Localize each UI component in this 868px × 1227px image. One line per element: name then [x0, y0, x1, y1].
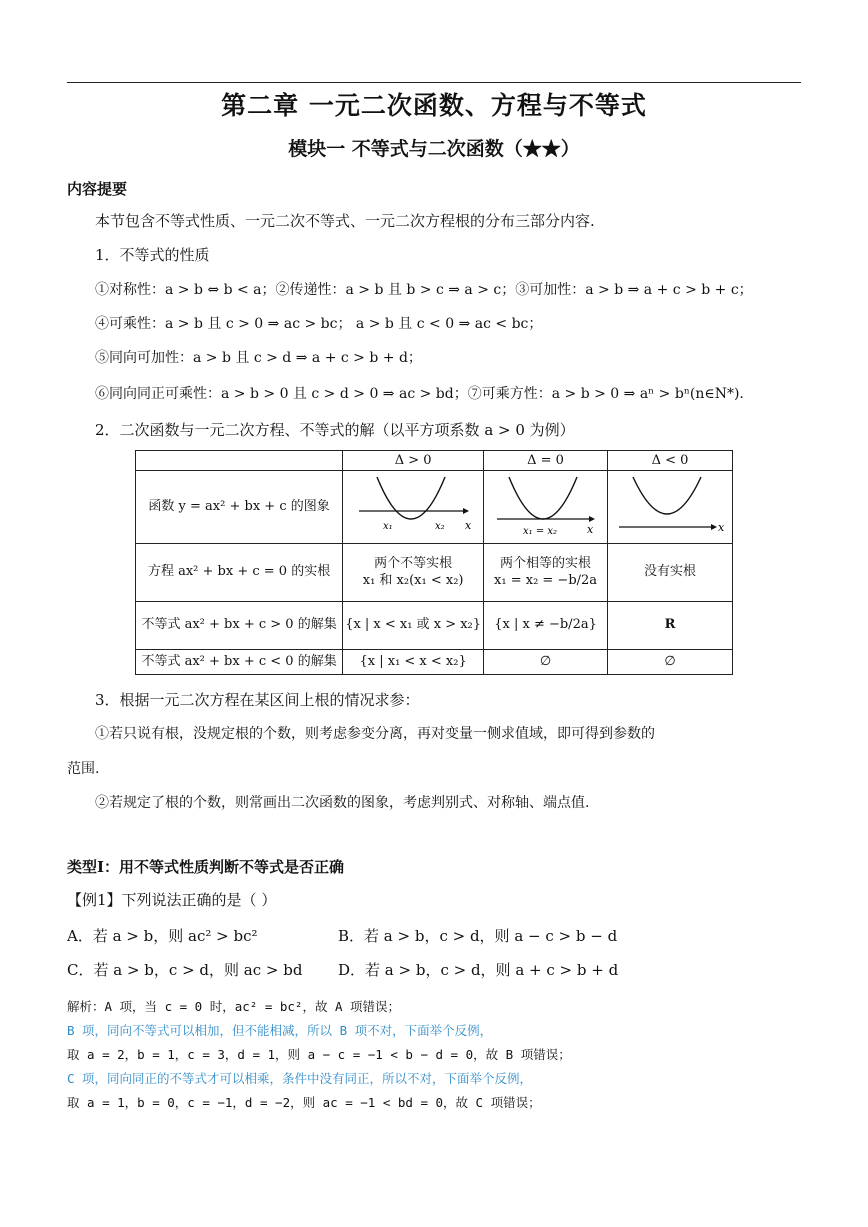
roots-double-cell: [484, 543, 608, 601]
section-3-item-1: ①若只说有根，没规定根的个数，则考虑参变分离，再对变量一侧求值域，即可得到参数的: [95, 726, 655, 742]
roots-two-values: x₁ 和 x₂(x₁ < x₂): [362, 573, 464, 589]
roots-two-text: 两个不等实根: [374, 555, 453, 571]
property-line-2: ④可乘性：a > b 且 c > 0 ⇒ ac > bc； a > b 且 c < 0 ⇒ ac < bc；: [95, 316, 543, 332]
greater-solution-two: {x | x < x₁ 或 x > x₂}: [343, 601, 484, 649]
row-label-roots: 方程 ax² + bx + c = 0 的实根: [136, 543, 343, 601]
property-line-1: ①对称性：a > b ⇔ b < a；②传递性：a > b 且 b > c ⇒ a > c；③可加性：a > b ⇒ a + c > b + c；: [95, 282, 753, 298]
solution-line-4: C 项，同向同正的不等式才可以相乘，条件中没有同正，所以不对，下面举个反例，: [67, 1071, 533, 1086]
section-3-item-2: ②若规定了根的个数，则常画出二次函数的图象，考虑判别式、对称轴、端点值.: [95, 795, 590, 811]
row-label-greater: 不等式 ax² + bx + c > 0 的解集: [136, 601, 343, 649]
table-row-graph: [136, 471, 733, 544]
greater-solution-double: {x | x ≠ −b/2a}: [484, 601, 608, 649]
section-3-title: 3．根据一元二次方程在某区间上根的情况求参：: [95, 691, 420, 709]
row-label-graph: 函数 y = ax² + bx + c 的图象: [136, 471, 343, 544]
option-d: D．若 a > b，c > d，则 a + c > b + d: [338, 961, 619, 979]
solution-line-1: 解析：A 项，当 c = 0 时，ac² = bc²，故 A 项错误；: [67, 999, 401, 1014]
solution-line-5: 取 a = 1，b = 0，c = −1，d = −2，则 ac = −1 < bd = 0，故 C 项错误；: [67, 1095, 541, 1110]
section-2-title: 2．二次函数与一元二次方程、不等式的解（以平方项系数 a > 0 为例）: [95, 421, 575, 439]
property-line-4: ⑥同向同正可乘性：a > b > 0 且 c > d > 0 ⇒ ac > bd；⑦可乘方性：a > b > 0 ⇒ aⁿ > bⁿ(n∈N*).: [95, 386, 744, 402]
module-title: 模块一 不等式与二次函数（★★）: [288, 138, 580, 160]
chapter-title: 第二章 一元二次函数、方程与不等式: [221, 91, 647, 120]
summary-intro: 本节包含不等式性质、一元二次不等式、一元二次方程根的分布三部分内容.: [95, 212, 595, 230]
section-3-item-1-cont: 范围.: [67, 761, 100, 777]
svg-text:x: x: [465, 519, 472, 532]
table-row-roots: [136, 543, 733, 601]
header-delta-negative: Δ < 0: [608, 451, 733, 471]
greater-solution-none: R: [608, 601, 733, 649]
less-solution-none: ∅: [608, 649, 733, 674]
svg-text:x₁ = x₂: x₁ = x₂: [522, 526, 557, 537]
example-1-question: 【例1】下列说法正确的是（ ）: [67, 891, 277, 909]
type-1-title: 类型Ⅰ：用不等式性质判断不等式是否正确: [67, 858, 345, 876]
graph-double-root: [484, 471, 608, 544]
parabola-no-root-graph: [615, 471, 725, 537]
option-a: A．若 a > b，则 ac² > bc²: [67, 927, 258, 945]
header-delta-zero: Δ = 0: [484, 451, 608, 471]
section-1-title: 1．不等式的性质: [95, 246, 210, 264]
table-row-greater: [136, 601, 733, 649]
row-label-less: 不等式 ax² + bx + c < 0 的解集: [136, 649, 343, 674]
svg-text:x₁: x₁: [383, 521, 393, 532]
roots-two-cell: [343, 543, 484, 601]
parabola-two-roots-graph: [353, 471, 473, 537]
roots-double-values: x₁ = x₂ = −b/2a: [494, 573, 598, 589]
summary-heading: 内容提要: [67, 180, 128, 198]
option-b: B．若 a > b，c > d，则 a − c > b − d: [338, 927, 618, 945]
header-delta-positive: Δ > 0: [343, 451, 484, 471]
graph-two-roots: [343, 471, 484, 544]
header-rule: [67, 82, 801, 83]
solution-line-3: 取 a = 2，b = 1，c = 3，d = 1，则 a − c = −1 < b − d = 0，故 B 项错误；: [67, 1047, 571, 1062]
table-row-less: [136, 649, 733, 674]
quadratic-table: [135, 450, 733, 675]
less-solution-two: {x | x₁ < x < x₂}: [343, 649, 484, 674]
solution-line-2: B 项，同向不等式可以相加，但不能相减，所以 B 项不对，下面举个反例，: [67, 1023, 493, 1038]
property-line-3: ⑤同向可加性：a > b 且 c > d ⇒ a + c > b + d；: [95, 350, 422, 366]
table-corner-cell: [136, 451, 343, 471]
less-solution-double: ∅: [484, 649, 608, 674]
table-header-row: [136, 451, 733, 471]
graph-no-root: [608, 471, 733, 544]
svg-text:x₂: x₂: [435, 521, 445, 532]
svg-text:x: x: [718, 521, 725, 534]
roots-none-cell: 没有实根: [608, 543, 733, 601]
option-c: C．若 a > b，c > d，则 ac > bd: [67, 961, 303, 979]
parabola-double-root-graph: [491, 471, 601, 537]
svg-text:x: x: [586, 523, 593, 536]
roots-double-text: 两个相等的实根: [500, 555, 592, 571]
